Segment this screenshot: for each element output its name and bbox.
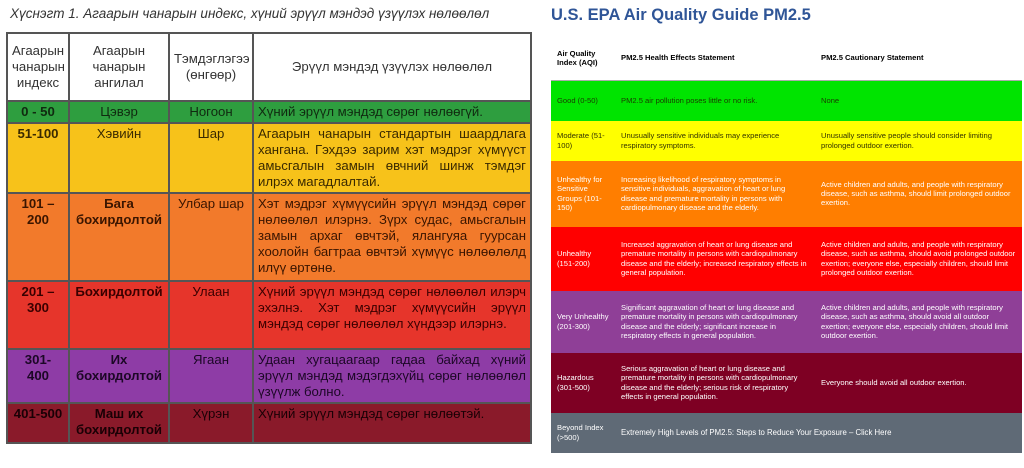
table-row (551, 291, 1022, 353)
health-statement: Increased aggravation of heart or lung disease and premature mortality in persons with cardiopulmonary disease and the elderly; increased respiratory effects in general population. (615, 227, 815, 291)
header-effect: Эрүүл мэндэд үзүүлэх нөлөөлөл (253, 33, 531, 101)
aqi-effect: Хүний эрүүл мэндэд сөрөг нөлөөлөл илэрч эхэлнэ. Хэт мэдрэг хүмүүсийн эрүүл мэндэд сөрөг нөлөөлөл хүндээр илэрнэ. (253, 281, 531, 349)
aqi-color: Шар (169, 123, 253, 193)
table-caption: Хүснэгт 1. Агаарын чанарын индекс, хүний эрүүл мэндэд үзүүлэх нөлөөлөл (10, 6, 490, 21)
table-row (551, 227, 1022, 291)
header-caution: PM2.5 Cautionary Statement (815, 36, 1022, 81)
table-row (7, 193, 531, 281)
aqi-category: Маш их бохирдолтой (69, 403, 169, 443)
health-statement: Significant aggravation of heart or lung disease and premature mortality in persons with cardiopulmonary disease and the elderly; significant increase in respiratory effects in general population. (615, 291, 815, 353)
health-statement: Increasing likelihood of respiratory symptoms in sensitive individuals, aggravation of heart or lung disease and premature mortality in persons with cardiopulmonary disease and the elderly. (615, 161, 815, 227)
table-row (7, 281, 531, 349)
header-health: PM2.5 Health Effects Statement (615, 36, 815, 81)
exposure-link[interactable]: Extremely High Levels of PM2.5: Steps to Reduce Your Exposure – Click Here (615, 413, 1022, 453)
mongolian-aqi-table (6, 32, 532, 444)
header-color: Тэмдэглэгээ (өнгөөр) (169, 33, 253, 101)
table-row (7, 403, 531, 443)
table-row (551, 121, 1022, 161)
cautionary-statement: Unusually sensitive people should consider limiting prolonged outdoor exertion. (815, 121, 1022, 161)
aqi-level: Unhealthy (151-200) (551, 227, 615, 291)
aqi-range: 51-100 (7, 123, 69, 193)
aqi-color: Ногоон (169, 101, 253, 123)
aqi-level: Very Unhealthy (201-300) (551, 291, 615, 353)
cautionary-statement: Everyone should avoid all outdoor exertion. (815, 353, 1022, 413)
header-row (551, 36, 1022, 81)
header-category: Агаарын чанарын ангилал (69, 33, 169, 101)
table-row (7, 349, 531, 403)
cautionary-statement: None (815, 81, 1022, 121)
aqi-range: 0 - 50 (7, 101, 69, 123)
aqi-effect: Хүний эрүүл мэндэд сөрөг нөлөөтэй. (253, 403, 531, 443)
header-aqi: Агаарын чанарын индекс (7, 33, 69, 101)
aqi-color: Улаан (169, 281, 253, 349)
aqi-color: Ягаан (169, 349, 253, 403)
aqi-category: Бага бохирдолтой (69, 193, 169, 281)
aqi-level: Moderate (51-100) (551, 121, 615, 161)
aqi-range: 201 – 300 (7, 281, 69, 349)
table-row (551, 81, 1022, 121)
aqi-range: 101 – 200 (7, 193, 69, 281)
aqi-level: Hazardous (301-500) (551, 353, 615, 413)
health-statement: PM2.5 air pollution poses little or no risk. (615, 81, 815, 121)
table-row (551, 353, 1022, 413)
aqi-range: 301- 400 (7, 349, 69, 403)
table-row (551, 161, 1022, 227)
header-aqi: Air Quality Index (AQI) (551, 36, 615, 81)
aqi-level: Unhealthy for Sensitive Groups (101-150) (551, 161, 615, 227)
table-row (7, 123, 531, 193)
cautionary-statement: Active children and adults, and people with respiratory disease, such as asthma, should avoid prolonged outdoor exertion; everyone else, especially children, should limit prolonged outdoor exertion. (815, 227, 1022, 291)
health-statement: Unusually sensitive individuals may experience respiratory symptoms. (615, 121, 815, 161)
aqi-level: Beyond Index (>500) (551, 413, 615, 453)
page-title: U.S. EPA Air Quality Guide PM2.5 (551, 6, 811, 24)
aqi-color: Улбар шар (169, 193, 253, 281)
health-statement: Serious aggravation of heart or lung disease and premature mortality in persons with cardiopulmonary disease and the elderly; serious risk of respiratory effects in general population. (615, 353, 815, 413)
epa-aqi-table (551, 36, 1022, 453)
aqi-effect: Удаан хугацаагаар гадаа байхад хүний эрүүл мэндэд мэдэгдэхүйц сөрөг нөлөөлөл үзүүлж болно. (253, 349, 531, 403)
aqi-category: Хэвийн (69, 123, 169, 193)
table-row (7, 101, 531, 123)
aqi-level: Good (0-50) (551, 81, 615, 121)
aqi-color: Хүрэн (169, 403, 253, 443)
aqi-effect: Хүний эрүүл мэндэд сөрөг нөлөөгүй. (253, 101, 531, 123)
aqi-category: Их бохирдолтой (69, 349, 169, 403)
aqi-range: 401-500 (7, 403, 69, 443)
aqi-category: Бохирдолтой (69, 281, 169, 349)
cautionary-statement: Active children and adults, and people with respiratory disease, such as asthma, should avoid all outdoor exertion; everyone else, especially children, should limit outdoor exertion. (815, 291, 1022, 353)
cautionary-statement: Active children and adults, and people with respiratory disease, such as asthma, should limit prolonged outdoor exertion. (815, 161, 1022, 227)
aqi-effect: Хэт мэдрэг хүмүүсийн эрүүл мэндэд сөрөг нөлөөлөл илэрнэ. Зүрх судас, амьсгалын замын архаг өвчтэй, ялангуяа гуурсан хоолойн багтраа өвчтэй хүмүүс нөлөөлөлд илүү өртөнө. (253, 193, 531, 281)
table-row (551, 413, 1022, 453)
header-row (7, 33, 531, 101)
aqi-effect: Агаарын чанарын стандартын шаардлага хангана. Гэхдээ зарим хэт мэдрэг хүмүүст амьсгалын замын өвчний шинж тэмдэг илрэх магадлалтай. (253, 123, 531, 193)
aqi-category: Цэвэр (69, 101, 169, 123)
epa-guide-panel (549, 0, 1024, 468)
